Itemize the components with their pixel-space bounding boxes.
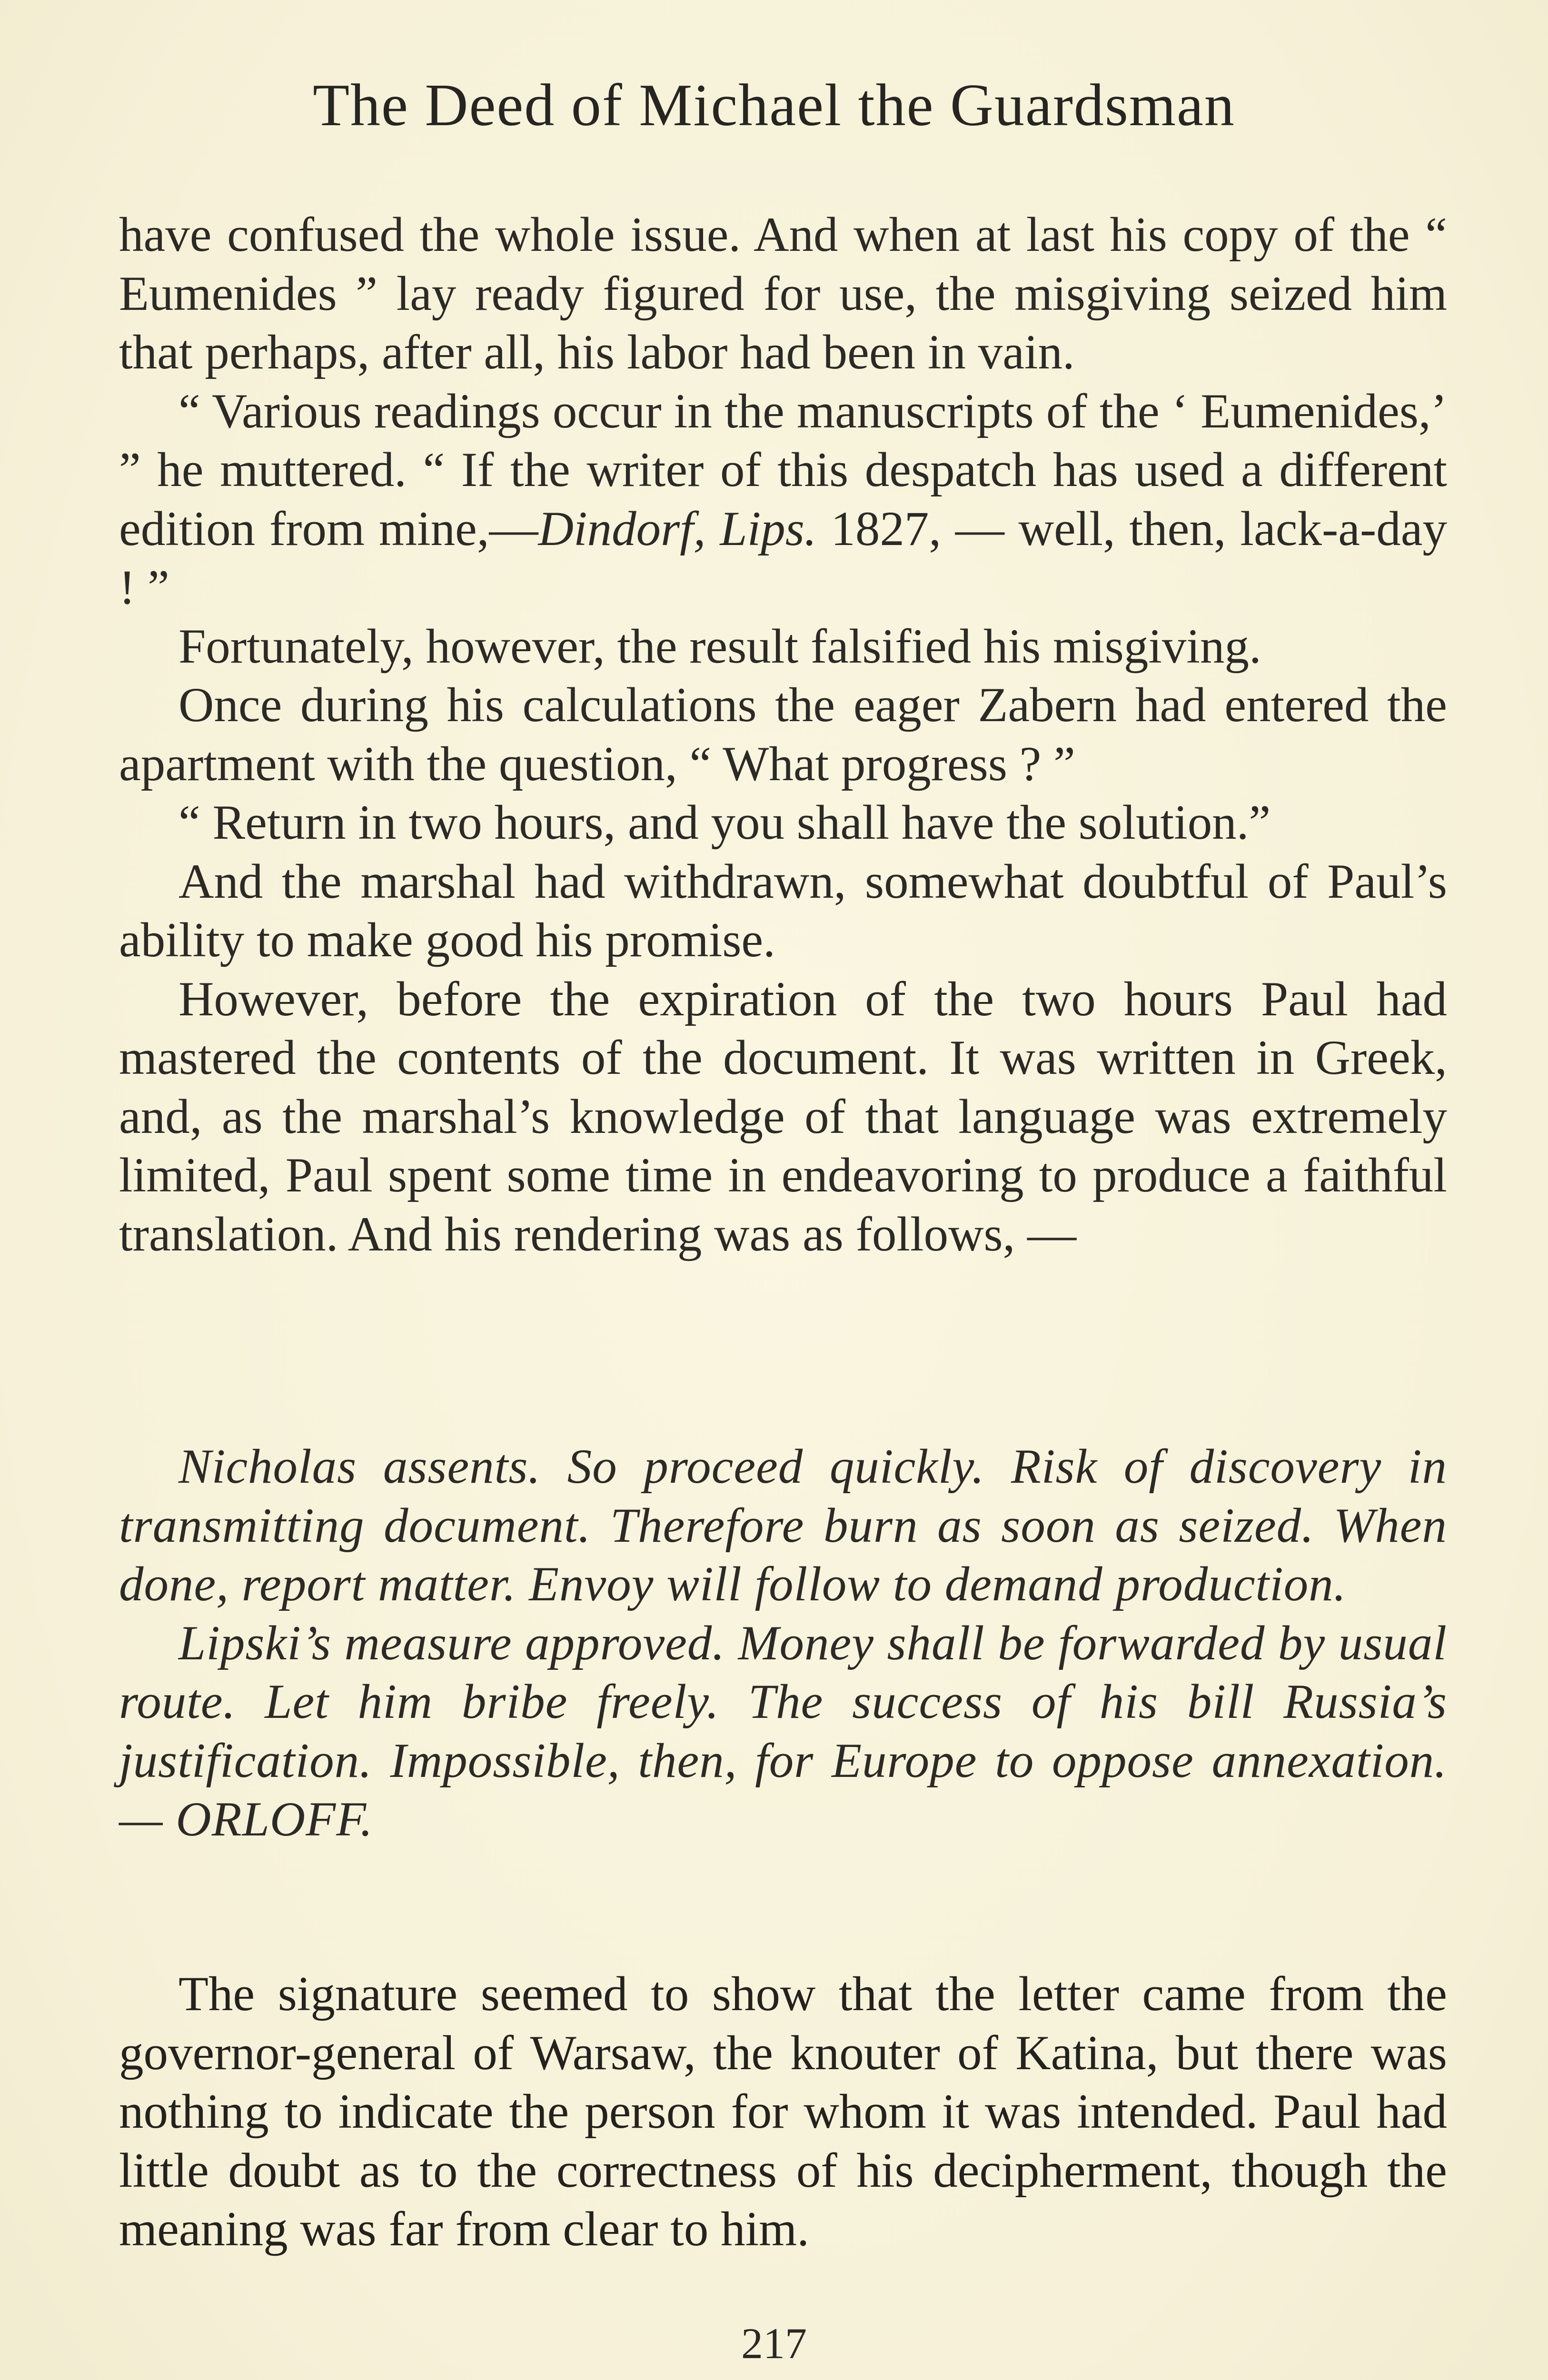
paragraph: “ Return in two hours, and you shall have the solution.” bbox=[179, 795, 1271, 850]
italic-citation: Dindorf, Lips. bbox=[538, 501, 817, 556]
running-title: The Deed of Michael the Guardsman bbox=[313, 72, 1235, 139]
paragraph-text: “ Various readings occur in the manuscripts of the ‘ Eumenides,’ ” he muttered. “ If the writer of this despatch has used a different edition from mine,— bbox=[119, 384, 1447, 556]
translated-despatch bbox=[119, 1438, 1447, 1849]
paragraph: However, before the expiration of the two hours Paul had mastered the contents of the document. It was written in Greek, and, as the marshal’s knowledge of that language was extremely limited, Paul spent some time in endeavoring to produce a faithful translation. And his rendering was as follows, — bbox=[119, 972, 1447, 1261]
page-number: 217 bbox=[741, 2319, 807, 2368]
paragraph: Fortunately, however, the result falsified his misgiving. bbox=[179, 619, 1261, 674]
despatch-paragraph: Lipski’s measure approved. Money shall be forwarded by usual route. Let him bribe freely. The success of his bill Russia’s justification. Impossible, then, for Europe to oppose annexation. — ORLOFF. bbox=[119, 1616, 1447, 1846]
main-text bbox=[119, 206, 1447, 1264]
paragraph: The signature seemed to show that the letter came from the governor-general of Warsaw, the knouter of Katina, but there was nothing to indicate the person for whom it was intended. Paul had little doubt as to the correctness of his decipherment, though the meaning was far from clear to him. bbox=[119, 1967, 1447, 2256]
despatch-paragraph: Nicholas assents. So proceed quickly. Risk of discovery in transmitting document. Therefore burn as soon as seized. When done, report matter. Envoy will follow to demand production. bbox=[119, 1439, 1447, 1611]
paragraph: And the marshal had withdrawn, somewhat doubtful of Paul’s ability to make good his promise. bbox=[119, 854, 1447, 967]
paragraph-text: 1827, — well, then, lack-a-day ! ” bbox=[119, 501, 1448, 615]
paragraph bbox=[119, 382, 1447, 617]
closing-text bbox=[119, 1965, 1447, 2259]
paragraph: have confused the whole issue. And when at last his copy of the “ Eumenides ” lay ready figured for use, the misgiving seized him that perhaps, after all, his labor had been in vain. bbox=[119, 208, 1447, 379]
paragraph: Once during his calculations the eager Zabern had entered the apartment with the question, “ What progress ? ” bbox=[119, 678, 1447, 791]
